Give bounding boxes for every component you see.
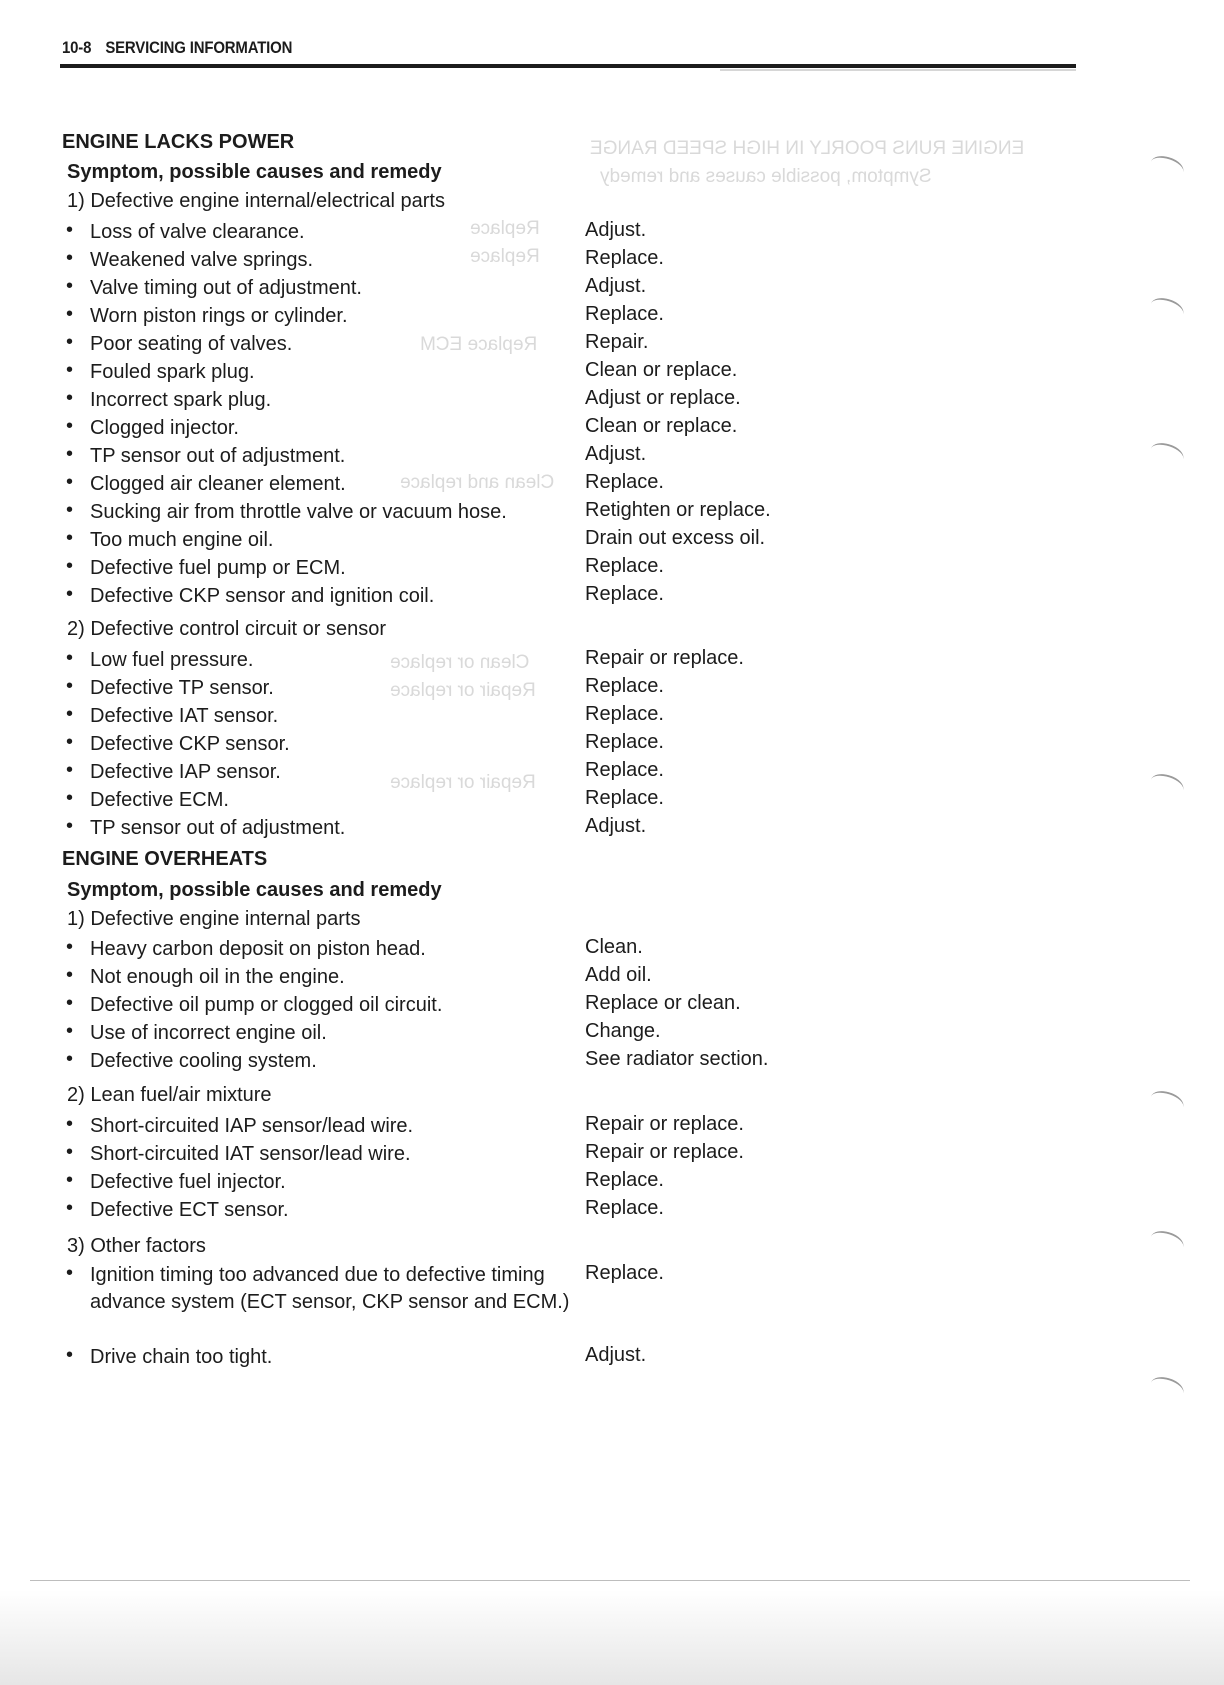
cause-text: Ignition timing too advanced due to defective timing advance system (ECT sensor, CKP sensor and ECM.) [90,1264,570,1313]
remedy-text: Repair or replace. [585,1141,744,1163]
binding-mark [1148,1087,1187,1117]
bullet: • [66,359,74,381]
cause-text: Defective ECM. [90,789,229,811]
cause-text: Clogged injector. [90,417,239,439]
remedy-text: Replace. [585,555,664,577]
bullet: • [66,1048,74,1070]
cause-text: Worn piston rings or cylinder. [90,305,348,327]
bullet: • [66,555,74,577]
bleed-through-text: Replace ECM [420,334,538,355]
bullet: • [66,1020,74,1042]
bullet: • [66,731,74,753]
remedy-text: Change. [585,1020,661,1042]
bleed-through-text: Symptom, possible causes and remedy [600,166,932,187]
remedy-text: Adjust. [585,443,647,465]
bullet: • [66,275,74,297]
bullet: • [66,1169,74,1191]
bullet: • [66,527,74,549]
remedy-text: Adjust. [585,275,647,297]
section-title-engine-lacks-power: ENGINE LACKS POWER [62,131,295,153]
remedy-text: Adjust. [585,815,647,837]
bleed-through-text: Repair or replace [390,680,536,701]
group-title: 2) Lean fuel/air mixture [67,1084,272,1106]
bullet: • [66,583,74,605]
cause-text: Short-circuited IAT sensor/lead wire. [90,1143,411,1165]
bullet: • [66,415,74,437]
header-title: SERVICING INFORMATION [105,38,293,57]
bullet: • [66,1262,74,1284]
cause-text: Valve timing out of adjustment. [90,277,362,299]
bullet: • [66,247,74,269]
remedy-text: Retighten or replace. [585,499,771,521]
cause-text: Low fuel pressure. [90,649,254,671]
bullet: • [66,647,74,669]
cause-text: Use of incorrect engine oil. [90,1022,327,1044]
cause-text: Defective TP sensor. [90,677,274,699]
binding-mark [1148,439,1187,469]
remedy-text: Adjust. [585,1344,647,1366]
footer-rule [30,1580,1190,1581]
remedy-text: Repair. [585,331,649,353]
page-number: 10-8 [62,38,92,57]
binding-mark [1148,294,1187,324]
bleed-through-text: Replace [470,218,540,239]
cause-text: Drive chain too tight. [90,1346,273,1368]
bleed-through-text: Replace [470,246,540,267]
cause-text: Defective fuel pump or ECM. [90,557,346,579]
remedy-text: Adjust. [585,219,647,241]
binding-mark [1148,1227,1187,1257]
cause-text: Too much engine oil. [90,529,274,551]
header-rule-shadow [720,69,1076,71]
remedy-text: Replace. [585,471,664,493]
cause-text: Defective IAT sensor. [90,705,279,727]
cause-text: Clogged air cleaner element. [90,473,346,495]
group-title: 1) Defective engine internal/electrical parts [67,190,445,212]
cause-text: TP sensor out of adjustment. [90,817,346,839]
bullet: • [66,1141,74,1163]
cause-text: Fouled spark plug. [90,361,255,383]
cause-text: Defective CKP sensor. [90,733,290,755]
remedy-text: Replace. [585,675,664,697]
bullet: • [66,936,74,958]
bleed-through-text: ENGINE RUNS POORLY IN HIGH SPEED RANGE [590,138,1025,159]
cause-text: Defective oil pump or clogged oil circuit. [90,994,443,1016]
cause-text: Defective ECT sensor. [90,1199,289,1221]
binding-mark [1148,1373,1187,1403]
remedy-text: Replace. [585,1169,664,1191]
page-bottom-shadow [0,1590,1224,1685]
remedy-text: Add oil. [585,964,652,986]
cause-text: TP sensor out of adjustment. [90,445,346,467]
bullet: • [66,1197,74,1219]
bullet: • [66,443,74,465]
remedy-text: Replace. [585,583,664,605]
bullet: • [66,992,74,1014]
cause-text: Incorrect spark plug. [90,389,272,411]
remedy-text: Clean or replace. [585,415,738,437]
cause-text: Defective fuel injector. [90,1171,286,1193]
remedy-text: Replace. [585,1197,664,1219]
remedy-text: Replace. [585,759,664,781]
bullet: • [66,331,74,353]
bullet: • [66,1344,74,1366]
bullet: • [66,964,74,986]
remedy-text: Replace. [585,703,664,725]
bullet: • [66,703,74,725]
group-title: 2) Defective control circuit or sensor [67,618,387,640]
cause-text: Poor seating of valves. [90,333,293,355]
remedy-text: Adjust or replace. [585,387,741,409]
remedy-text: See radiator section. [585,1048,769,1070]
remedy-text: Repair or replace. [585,1113,744,1135]
bleed-through-text: Clean or replace [390,652,530,673]
cause-text: Sucking air from throttle valve or vacuum hose. [90,501,507,523]
section-subtitle: Symptom, possible causes and remedy [67,161,442,183]
remedy-text: Replace. [585,731,664,753]
cause-text: Defective cooling system. [90,1050,317,1072]
cause-text: Weakened valve springs. [90,249,314,271]
remedy-text: Repair or replace. [585,647,744,669]
cause-text: Loss of valve clearance. [90,221,305,243]
cause-text: Not enough oil in the engine. [90,966,345,988]
cause-text: Defective CKP sensor and ignition coil. [90,585,435,607]
remedy-text: Replace. [585,787,664,809]
bullet: • [66,471,74,493]
bullet: • [66,815,74,837]
section-title-engine-overheats: ENGINE OVERHEATS [62,848,268,870]
bleed-through-text: Repair or replace [390,772,536,793]
bullet: • [66,387,74,409]
cause-text: Defective IAP sensor. [90,761,281,783]
bullet: • [66,1113,74,1135]
binding-mark [1148,152,1187,182]
header-rule [60,64,1076,68]
remedy-text: Clean or replace. [585,359,738,381]
bullet: • [66,675,74,697]
group-title: 3) Other factors [67,1235,206,1257]
bullet: • [66,499,74,521]
remedy-text: Replace. [585,303,664,325]
remedy-text: Drain out excess oil. [585,527,766,549]
binding-mark [1148,770,1187,800]
cause-text: Heavy carbon deposit on piston head. [90,938,426,960]
remedy-text: Replace. [585,1262,664,1284]
bullet: • [66,759,74,781]
group-title: 1) Defective engine internal parts [67,908,361,930]
section-subtitle: Symptom, possible causes and remedy [67,879,442,901]
remedy-text: Replace or clean. [585,992,741,1014]
remedy-text: Clean. [585,936,643,958]
bleed-through-text: Clean and replace [400,472,555,493]
cause-text: Short-circuited IAP sensor/lead wire. [90,1115,414,1137]
bullet: • [66,219,74,241]
bullet: • [66,303,74,325]
page-header [62,38,292,58]
bullet: • [66,787,74,809]
remedy-text: Replace. [585,247,664,269]
